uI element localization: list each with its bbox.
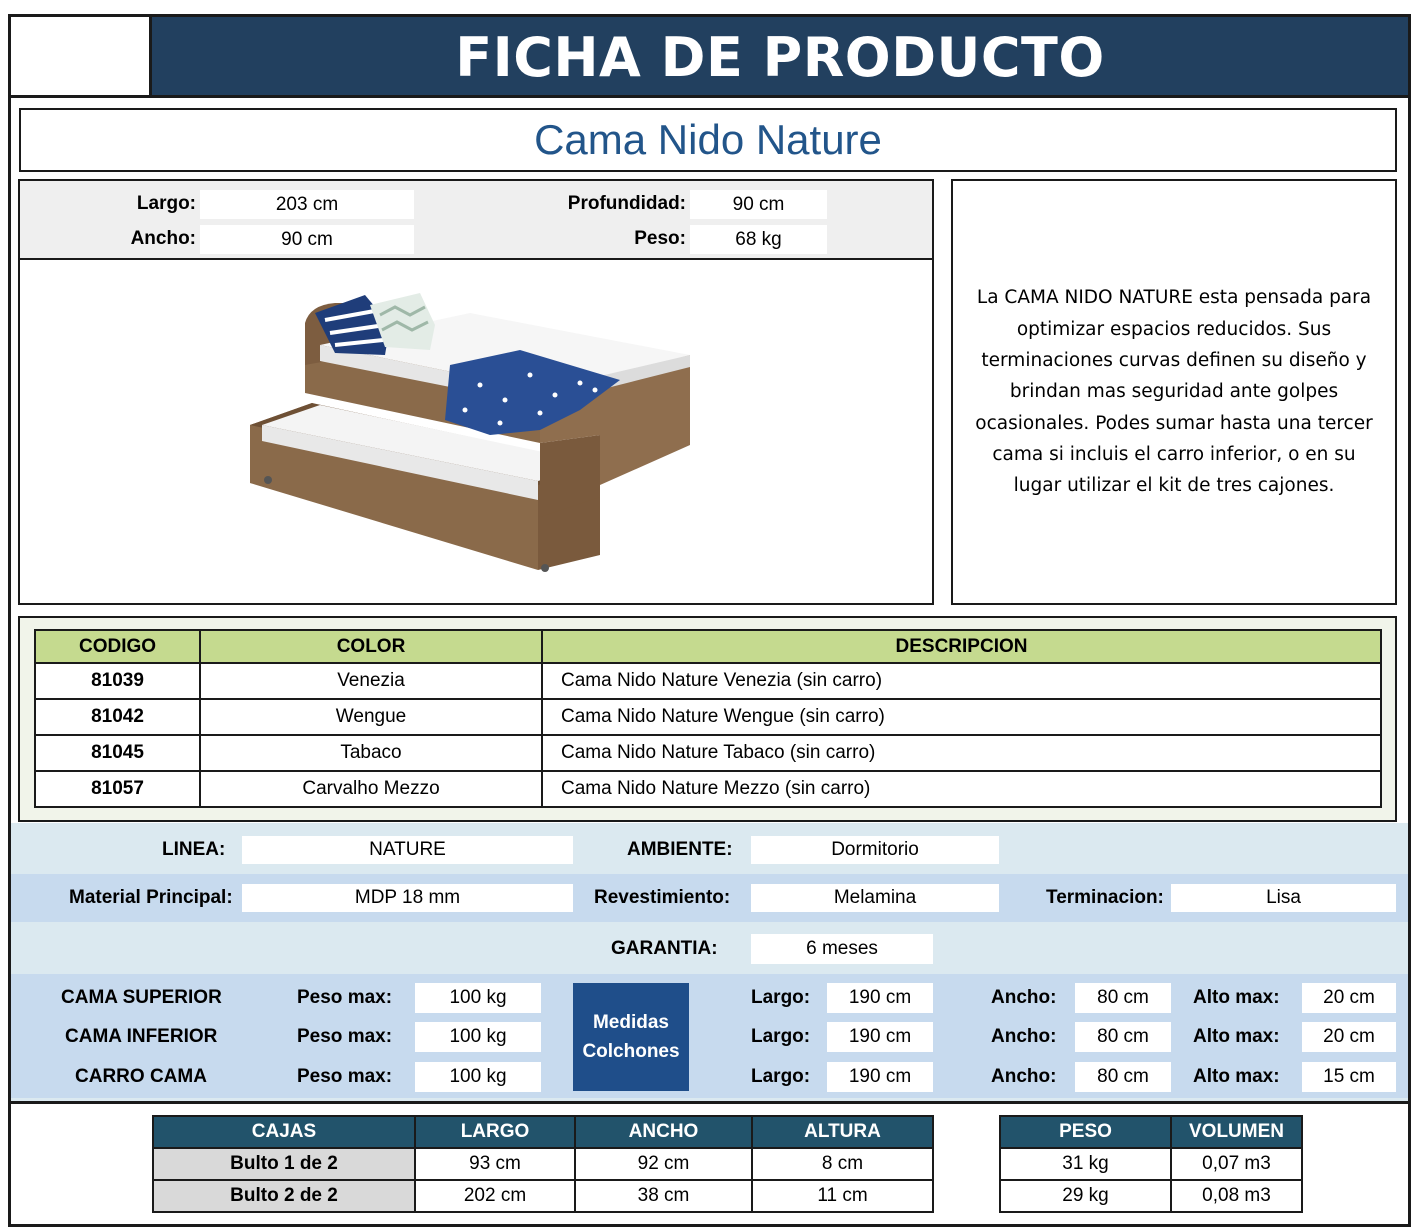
largo-header: LARGO	[415, 1116, 575, 1148]
description-panel	[951, 179, 1397, 605]
bed-name: CARRO CAMA	[75, 1066, 207, 1087]
linea-label: LINEA:	[162, 839, 226, 860]
mattress-ancho-value: 80 cm	[1075, 1062, 1171, 1092]
descripcion-cell: Cama Nido Nature Wengue (sin carro)	[542, 699, 1381, 735]
table-row	[153, 1148, 933, 1180]
mattress-largo-value: 190 cm	[827, 1022, 933, 1052]
peso-max-value: 100 kg	[415, 1022, 541, 1052]
descripcion-cell: Cama Nido Nature Venezia (sin carro)	[542, 663, 1381, 699]
color-cell: Carvalho Mezzo	[200, 771, 542, 807]
codigo-cell: 81039	[35, 663, 200, 699]
altura-cell: 11 cm	[752, 1180, 933, 1212]
cajas-header: CAJAS	[153, 1116, 415, 1148]
peso-header: PESO	[1000, 1116, 1171, 1148]
product-name: Cama Nido Nature	[19, 108, 1397, 172]
revestimiento-label: Revestimiento:	[594, 887, 731, 908]
table-row	[35, 735, 1381, 771]
ancho-value: 90 cm	[200, 225, 414, 254]
mattress-largo-label: Largo:	[751, 1026, 811, 1047]
boxes-table	[152, 1115, 934, 1213]
peso-cell: 31 kg	[1000, 1148, 1171, 1180]
mattress-ancho-value: 80 cm	[1075, 983, 1171, 1013]
peso-max-label: Peso max:	[297, 1026, 393, 1047]
largo-label: Largo:	[136, 193, 196, 214]
revestimiento-value: Melamina	[751, 884, 999, 912]
volumen-cell: 0,07 m3	[1171, 1148, 1302, 1180]
bulto-cell: Bulto 2 de 2	[153, 1180, 415, 1212]
ancho-cell: 38 cm	[575, 1180, 752, 1212]
peso-cell: 29 kg	[1000, 1180, 1171, 1212]
terminacion-label: Terminacion:	[1046, 887, 1164, 908]
peso-max-label: Peso max:	[297, 987, 393, 1008]
medidas-colchones-label: Medidas Colchones	[582, 1012, 680, 1062]
mattress-largo-value: 190 cm	[827, 983, 933, 1013]
peso-max-label: Peso max:	[297, 1066, 393, 1087]
mattress-largo-value: 190 cm	[827, 1062, 933, 1092]
mattress-alto-label: Alto max:	[1193, 987, 1280, 1008]
description-text: La CAMA NIDO NATURE esta pensada para optimizar espacios reducidos. Sus terminaciones curvas definen su diseño y brindan mas seguridad ante golpes ocasionales. Podes sumar hasta una tercer cama si incluis el carro inferior, o en su lugar utilizar el kit de tres cajones.	[975, 287, 1373, 497]
altura-header: ALTURA	[752, 1116, 933, 1148]
codes-table-header	[35, 630, 1381, 663]
linea-value: NATURE	[242, 836, 573, 864]
table-row	[35, 771, 1381, 807]
bulto-cell: Bulto 1 de 2	[153, 1148, 415, 1180]
mattress-ancho-label: Ancho:	[991, 1026, 1057, 1047]
garantia-value: 6 meses	[751, 934, 933, 964]
codigo-header: CODIGO	[35, 630, 200, 663]
peso-max-value: 100 kg	[415, 1062, 541, 1092]
table-row	[153, 1180, 933, 1212]
table-row	[1000, 1180, 1302, 1212]
product-image	[240, 285, 700, 580]
medidas-colchones-badge	[573, 983, 689, 1091]
ancho-label: Ancho:	[130, 228, 196, 249]
codigo-cell: 81045	[35, 735, 200, 771]
color-cell: Tabaco	[200, 735, 542, 771]
mattress-alto-label: Alto max:	[1193, 1026, 1280, 1047]
descripcion-cell: Cama Nido Nature Mezzo (sin carro)	[542, 771, 1381, 807]
profundidad-label: Profundidad:	[567, 193, 686, 214]
peso-value: 68 kg	[690, 225, 827, 254]
table-row	[35, 699, 1381, 735]
mattress-alto-value: 20 cm	[1302, 1022, 1396, 1052]
bed-name: CAMA SUPERIOR	[61, 987, 222, 1008]
volumen-header: VOLUMEN	[1171, 1116, 1302, 1148]
ancho-header: ANCHO	[575, 1116, 752, 1148]
page-title: FICHA DE PRODUCTO	[152, 17, 1408, 97]
codigo-cell: 81042	[35, 699, 200, 735]
mattress-alto-label: Alto max:	[1193, 1066, 1280, 1087]
ambiente-value: Dormitorio	[751, 836, 999, 864]
logo-placeholder	[11, 17, 152, 97]
table-row	[35, 663, 1381, 699]
descripcion-header: DESCRIPCION	[542, 630, 1381, 663]
peso-label: Peso:	[634, 228, 686, 249]
ambiente-label: AMBIENTE:	[627, 839, 733, 860]
table-row	[1000, 1148, 1302, 1180]
material-value: MDP 18 mm	[242, 884, 573, 912]
color-header: COLOR	[200, 630, 542, 663]
largo-value: 203 cm	[200, 190, 414, 219]
garantia-label: GARANTIA:	[611, 938, 718, 959]
mattress-ancho-label: Ancho:	[991, 987, 1057, 1008]
mattress-alto-value: 15 cm	[1302, 1062, 1396, 1092]
weights-table	[999, 1115, 1303, 1213]
descripcion-cell: Cama Nido Nature Tabaco (sin carro)	[542, 735, 1381, 771]
weights-header-row	[1000, 1116, 1302, 1148]
mattress-largo-label: Largo:	[751, 1066, 811, 1087]
codes-table	[34, 629, 1382, 808]
bed-name: CAMA INFERIOR	[65, 1026, 218, 1047]
altura-cell: 8 cm	[752, 1148, 933, 1180]
peso-max-value: 100 kg	[415, 983, 541, 1013]
codigo-cell: 81057	[35, 771, 200, 807]
volumen-cell: 0,08 m3	[1171, 1180, 1302, 1212]
profundidad-value: 90 cm	[690, 190, 827, 219]
mattress-largo-label: Largo:	[751, 987, 811, 1008]
color-cell: Venezia	[200, 663, 542, 699]
boxes-header-row	[153, 1116, 933, 1148]
largo-cell: 202 cm	[415, 1180, 575, 1212]
terminacion-value: Lisa	[1171, 884, 1396, 912]
mattress-alto-value: 20 cm	[1302, 983, 1396, 1013]
mattress-ancho-label: Ancho:	[991, 1066, 1057, 1087]
material-label: Material Principal:	[69, 887, 233, 908]
color-cell: Wengue	[200, 699, 542, 735]
largo-cell: 93 cm	[415, 1148, 575, 1180]
ancho-cell: 92 cm	[575, 1148, 752, 1180]
mattress-ancho-value: 80 cm	[1075, 1022, 1171, 1052]
